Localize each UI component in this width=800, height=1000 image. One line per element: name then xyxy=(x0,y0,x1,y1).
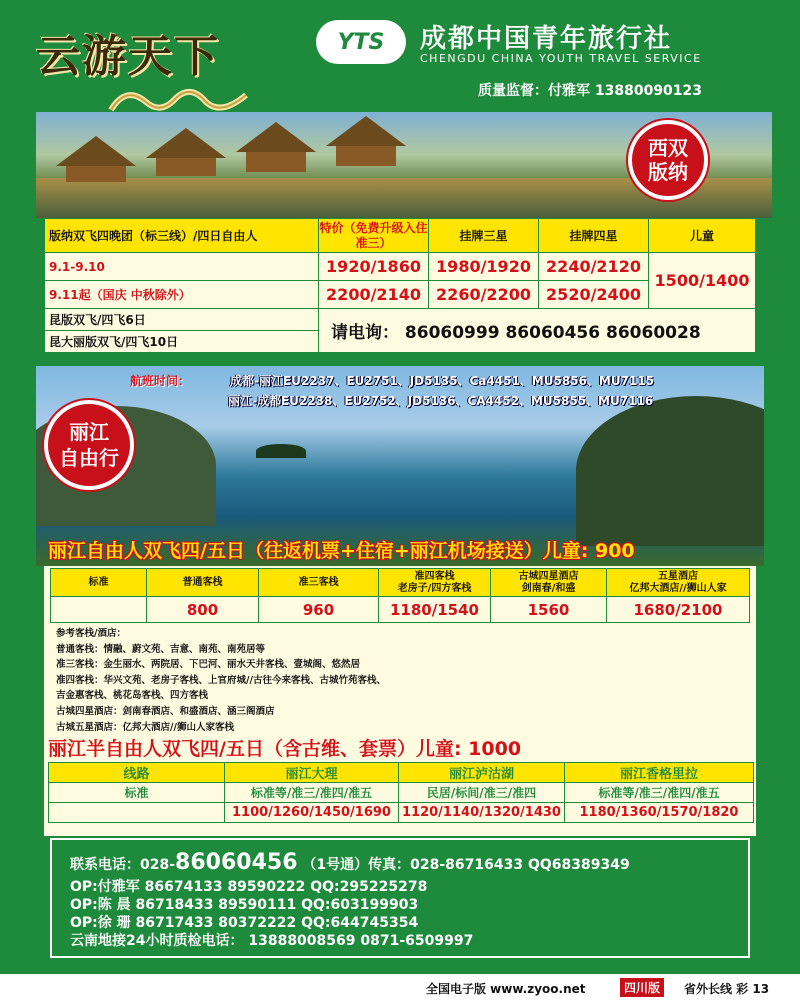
brand-logo-icon: YTS xyxy=(316,20,406,64)
table-header: 挂牌四星 xyxy=(539,219,649,253)
table-header: 古城四星酒店 剑南春/和盛 xyxy=(491,569,607,597)
price-cell: 1980/1920 xyxy=(429,253,539,281)
operator-line: OP:付雅军 86674133 89590222 QQ:295225278 xyxy=(70,879,428,895)
table-header: 普通客栈 xyxy=(147,569,259,597)
brand xyxy=(316,18,786,70)
hut xyxy=(336,146,396,166)
price-cell: 960 xyxy=(259,597,379,623)
hut-roof xyxy=(326,116,406,146)
list-item: 古城四星酒店：剑南春酒店、和盛酒店、涵三阁酒店 xyxy=(56,705,275,717)
price-cell: 1560 xyxy=(491,597,607,623)
slogan-text: 云游天下 xyxy=(36,31,220,82)
table-header: 准四客栈 老房子/四方客栈 xyxy=(379,569,491,597)
xishuangbanna-badge xyxy=(628,120,708,200)
lijiang-route-table xyxy=(48,762,754,823)
date-cell: 9.1-9.10 xyxy=(45,253,319,281)
price-cell: 1180/1360/1570/1820 xyxy=(565,803,754,823)
list-item: 准四客栈：华兴文苑、老房子客栈、上官府城//古往今来客栈、古城竹苑客栈、 xyxy=(56,674,386,686)
route-cell: 昆大丽版双飞/四飞10日 xyxy=(45,331,319,353)
price-cell: 1120/1140/1320/1430 xyxy=(399,803,565,823)
slogan-logo xyxy=(36,20,256,115)
section-label: 省外长线 彩 13 xyxy=(684,982,770,996)
price-cell: 1920/1860 xyxy=(319,253,429,281)
hut xyxy=(66,166,126,182)
standard-label: 标准 xyxy=(49,783,225,803)
table-header: 丽江泸沽湖 xyxy=(399,763,565,783)
mountain xyxy=(576,396,764,546)
list-item: 普通客栈：情融、蔚文苑、吉意、南苑、南苑居等 xyxy=(56,643,266,655)
quality-supervisor: 质量监督：付雅军 13880090123 xyxy=(478,83,703,99)
table-header: 挂牌三星 xyxy=(429,219,539,253)
header xyxy=(0,0,800,110)
price-cell xyxy=(51,597,147,623)
route-cell: 昆版双飞/四飞6日 xyxy=(45,309,319,331)
table-header: 特价（免费升级入住准三） xyxy=(319,219,429,253)
phone-prefix: 联系电话：028- xyxy=(70,857,176,873)
table-row xyxy=(51,597,750,623)
hut-roof xyxy=(146,128,226,158)
price-cell: 2200/2140 xyxy=(319,281,429,309)
table-header: 丽江大理 xyxy=(225,763,399,783)
inquiry-phone: 请电询： 86060999 86060456 86060028 xyxy=(319,309,756,353)
price-cell: 800 xyxy=(147,597,259,623)
hut xyxy=(246,152,306,172)
operator-line: OP:徐 珊 86717433 80372222 QQ:644745354 xyxy=(70,915,419,931)
lijiang-free-title: 丽江自由人双飞四/五日（往返机票+住宿+丽江机场接送）儿童: 900 xyxy=(48,540,635,562)
table-row xyxy=(45,253,756,281)
hut-roof xyxy=(236,122,316,152)
date-cell: 9.11起（国庆 中秋除外） xyxy=(45,281,319,309)
footer-site: 全国电子版 www.zyoo.net xyxy=(426,982,586,996)
table-row xyxy=(49,803,754,823)
flight-label: 航班时间： xyxy=(130,374,191,388)
table-header: 标准 xyxy=(51,569,147,597)
yunnan-hotline: 云南地接24小时质检电话： 13888008569 0871-6509997 xyxy=(70,933,474,949)
island xyxy=(256,444,306,458)
price-cell: 2240/2120 xyxy=(539,253,649,281)
list-item: 准三客栈：金生丽水、两院居、下巴河、丽水天井客栈、壹城阁、悠然居 xyxy=(56,659,361,671)
hotel-references xyxy=(56,626,656,735)
table-header: 准三客栈 xyxy=(259,569,379,597)
hut-roof xyxy=(56,136,136,166)
child-price-cell: 1500/1400 xyxy=(649,253,756,309)
table-header: 五星酒店 亿邦大酒店//狮山人家 xyxy=(607,569,750,597)
table-header: 儿童 xyxy=(649,219,756,253)
badge-line: 西双 xyxy=(648,136,688,160)
standard-cell: 民居/标间/准三/准四 xyxy=(399,783,565,803)
badge-line: 丽江 xyxy=(69,420,109,444)
price-cell: 1680/2100 xyxy=(607,597,750,623)
flight-outbound: 成都-丽江EU2237、EU2751、JD5135、Ca4451、MU5856、MU7115 xyxy=(230,374,654,388)
footer xyxy=(0,974,800,1000)
table-header: 丽江香格里拉 xyxy=(565,763,754,783)
badge-line: 版纳 xyxy=(648,160,688,184)
badge-line: 自由行 xyxy=(59,446,119,470)
price-cell: 2260/2200 xyxy=(429,281,539,309)
operator-line: OP:陈 晨 86718433 89590111 QQ:603199903 xyxy=(70,897,419,913)
xishuangbanna-price-table xyxy=(44,218,756,353)
contact-box xyxy=(50,838,750,958)
brand-name-en: CHENGDU CHINA YOUTH TRAVEL SERVICE xyxy=(420,52,702,65)
phone-suffix: （1号通）传真：028-86716433 QQ68389349 xyxy=(302,857,630,873)
price-cell: 1180/1540 xyxy=(379,597,491,623)
list-item: 古城五星酒店：亿邦大酒店//狮山人家客栈 xyxy=(56,721,234,733)
empty-cell xyxy=(49,803,225,823)
list-item: 吉金惠客栈、桃花岛客栈、四方客栈 xyxy=(56,690,209,702)
list-item: 参考客栈/酒店： xyxy=(56,628,126,639)
brand-name-cn: 成都中国青年旅行社 xyxy=(420,24,673,54)
flight-return: 丽江-成都EU2238、EU2752、JD5136、CA4452、MU5855、MU7116 xyxy=(228,394,654,408)
contact-phone-line xyxy=(70,850,630,875)
price-cell: 2520/2400 xyxy=(539,281,649,309)
table-row xyxy=(49,783,754,803)
hut xyxy=(156,158,216,176)
price-cell: 1100/1260/1450/1690 xyxy=(225,803,399,823)
edition-badge: 四川版 xyxy=(620,978,664,997)
standard-cell: 标准等/准三/准四/准五 xyxy=(565,783,754,803)
table-header: 线路 xyxy=(49,763,225,783)
lijiang-badge xyxy=(44,400,134,490)
phone-main: 86060456 xyxy=(175,850,298,875)
table-row xyxy=(45,309,756,331)
lijiang-semi-free-title: 丽江半自由人双飞四/五日（含古维、套票）儿童: 1000 xyxy=(48,738,522,760)
standard-cell: 标准等/准三/准四/准五 xyxy=(225,783,399,803)
lijiang-hotel-table xyxy=(50,568,750,623)
table-header: 版纳双飞四晚团（标三线）/四日自由人 xyxy=(45,219,319,253)
